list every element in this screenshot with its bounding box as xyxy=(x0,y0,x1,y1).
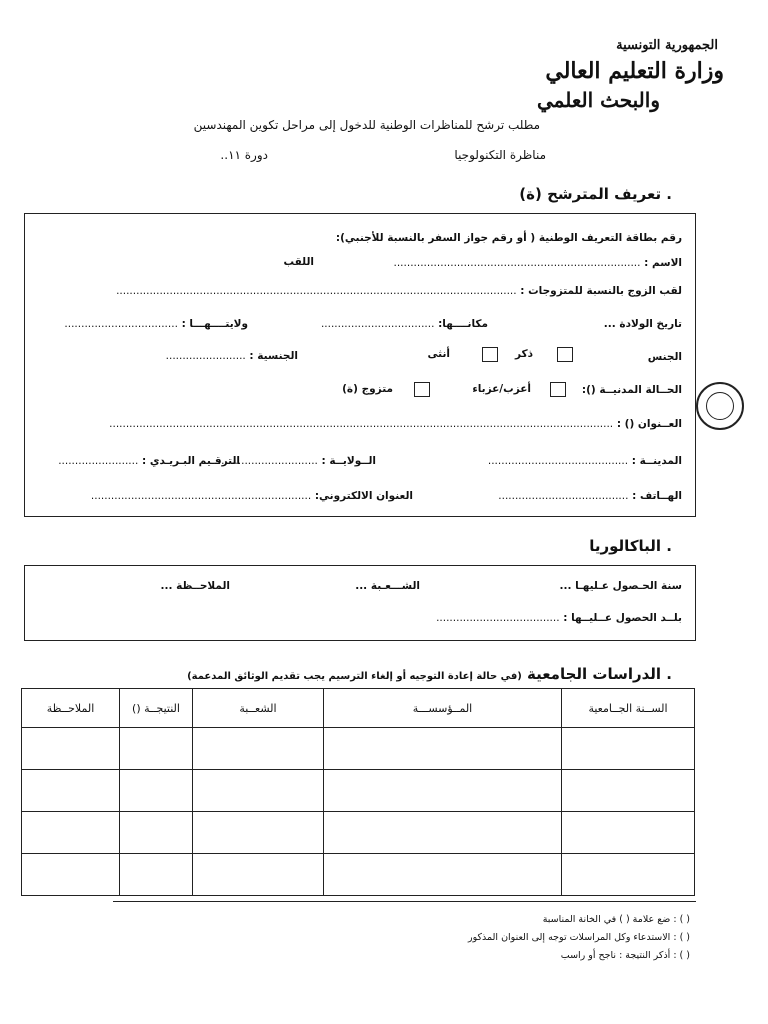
birth-state-field[interactable] xyxy=(64,318,248,330)
table-cell[interactable] xyxy=(324,854,562,896)
spouse-label: لقب الزوج بالنسبة للمتزوجات : xyxy=(520,285,682,297)
ministry-name: وزارة التعليم العالي xyxy=(545,58,724,84)
footnote-2: ( ) : الاستدعاء وكل المراسلات توجه إلى العنوان المذكور xyxy=(468,932,690,943)
table-row xyxy=(22,728,695,770)
city-label: المدينــة : xyxy=(631,455,682,467)
spouse-dots: ........................................................................................................................ xyxy=(116,285,517,297)
place-dots: .................................. xyxy=(320,318,435,330)
address-dots: ....................................................................................................................................................... xyxy=(109,418,614,430)
male-checkbox[interactable] xyxy=(557,347,573,362)
bac-remark-field[interactable]: الملاحــظة ... xyxy=(160,580,230,592)
female-label: أنثى xyxy=(427,348,450,360)
male-label: ذكر xyxy=(514,348,533,360)
table-cell[interactable] xyxy=(22,770,120,812)
city-dots: .......................................... xyxy=(487,455,629,467)
table-cell[interactable] xyxy=(324,770,562,812)
table-cell[interactable] xyxy=(120,770,193,812)
email-field[interactable] xyxy=(91,490,413,502)
single-checkbox[interactable] xyxy=(550,382,566,397)
table-cell[interactable] xyxy=(562,854,695,896)
col-academic-year: الســنة الجــامعية xyxy=(562,689,695,728)
bac-country-dots: ..................................... xyxy=(436,612,560,624)
married-label: متزوج (ة) xyxy=(342,383,393,395)
footnote-divider xyxy=(113,901,696,902)
phone-dots: ....................................... xyxy=(498,490,629,502)
session-label: دورة ۱۱.. xyxy=(220,148,268,162)
name-field[interactable] xyxy=(394,257,683,269)
table-row xyxy=(22,854,695,896)
table-cell[interactable] xyxy=(562,728,695,770)
nationality-dots: ........................ xyxy=(165,350,246,362)
ministry-research: والبحث العلمي xyxy=(536,88,660,112)
name-label: الاسم : xyxy=(644,257,682,269)
candidate-section-title: . تعريف المترشح (ة) xyxy=(519,185,672,203)
table-cell[interactable] xyxy=(22,728,120,770)
governorate-dots: ............................... xyxy=(214,455,318,467)
bac-box xyxy=(24,565,696,641)
place-field[interactable] xyxy=(321,318,488,330)
studies-section-title: . الدراسات الجامعية xyxy=(526,665,672,683)
table-cell[interactable] xyxy=(193,812,324,854)
bac-year-field[interactable]: سنة الحـصول عـليهـا ... xyxy=(559,580,682,592)
studies-note: (في حالة إعادة التوجيه أو إلغاء الترسيم يجب تقديم الوثائق المدعمة) xyxy=(187,671,522,682)
surname-label[interactable]: اللقب xyxy=(283,256,314,268)
table-cell[interactable] xyxy=(193,854,324,896)
table-cell[interactable] xyxy=(120,812,193,854)
bac-branch-field[interactable]: الشـــعـبة ... xyxy=(355,580,420,592)
table-cell[interactable] xyxy=(22,854,120,896)
form-title: مطلب ترشح للمناظرات الوطنية للدخول إلى مراحل تكوين المهندسين xyxy=(193,118,540,132)
bac-country-label: بلــد الحصول عــليــها : xyxy=(563,612,682,624)
civil-status-label: الحــالة المدنيــة (): xyxy=(581,384,682,396)
table-cell[interactable] xyxy=(324,812,562,854)
col-result: النتيجــة () xyxy=(120,689,193,728)
nationality-field[interactable] xyxy=(166,350,298,362)
table-cell[interactable] xyxy=(22,812,120,854)
table-cell[interactable] xyxy=(120,728,193,770)
postal-field[interactable] xyxy=(58,455,240,467)
birth-state-label: ولايتــــهـــا : xyxy=(181,318,248,330)
table-cell[interactable] xyxy=(120,854,193,896)
id-label[interactable]: رقم بطاقة التعريف الوطنية ( أو رقم جواز السفر بالنسبة للأجنبي): xyxy=(335,232,682,244)
place-label: مكانــــها: xyxy=(438,318,488,330)
table-cell[interactable] xyxy=(324,728,562,770)
spouse-field[interactable] xyxy=(116,285,682,297)
phone-field[interactable] xyxy=(498,490,682,502)
footnote-1: ( ) : ضع علامة ( ) في الخانة المناسبة xyxy=(542,914,690,925)
bac-section-title: . الباكالوريا xyxy=(589,537,672,555)
female-checkbox[interactable] xyxy=(482,347,498,362)
birth-state-dots: .................................. xyxy=(64,318,178,330)
official-seal-icon xyxy=(696,382,744,430)
studies-table xyxy=(21,688,695,896)
table-cell[interactable] xyxy=(193,728,324,770)
married-checkbox[interactable] xyxy=(414,382,430,397)
table-cell[interactable] xyxy=(193,770,324,812)
table-row xyxy=(22,812,695,854)
bac-country-field[interactable] xyxy=(436,612,682,624)
address-label: العــنوان () : xyxy=(616,418,682,430)
nationality-label: الجنسية : xyxy=(249,350,298,362)
studies-header-row xyxy=(22,689,695,728)
dob-label[interactable]: تاريخ الولادة ... xyxy=(603,318,682,330)
col-remark: الملاحــظة xyxy=(22,689,120,728)
single-label: أعزب/عزباء xyxy=(472,383,531,395)
table-cell[interactable] xyxy=(562,770,695,812)
col-institution: المــؤسســـة xyxy=(324,689,562,728)
sex-label: الجنس xyxy=(647,351,682,363)
phone-label: الهــاتف : xyxy=(632,490,682,502)
email-label: العنوان الالكتروني: xyxy=(314,490,413,502)
name-dots: .......................................................................... xyxy=(393,257,641,269)
table-cell[interactable] xyxy=(562,812,695,854)
postal-label: الترقـيم البـريـدي : xyxy=(141,455,240,467)
email-dots: .................................................................. xyxy=(90,490,312,502)
footnote-3: ( ) : أذكر النتيجة : ناجح أو راسب xyxy=(560,950,690,961)
exam-name: مناظرة التكنولوجيا xyxy=(454,148,546,162)
city-field[interactable] xyxy=(488,455,682,467)
republic-title: الجمهورية التونسية xyxy=(616,38,718,53)
table-row xyxy=(22,770,695,812)
col-branch: الشعــبة xyxy=(193,689,324,728)
address-field[interactable] xyxy=(109,418,682,430)
studies-section-heading xyxy=(187,664,672,683)
postal-dots: ........................ xyxy=(58,455,139,467)
governorate-label: الــولايــة : xyxy=(321,455,376,467)
